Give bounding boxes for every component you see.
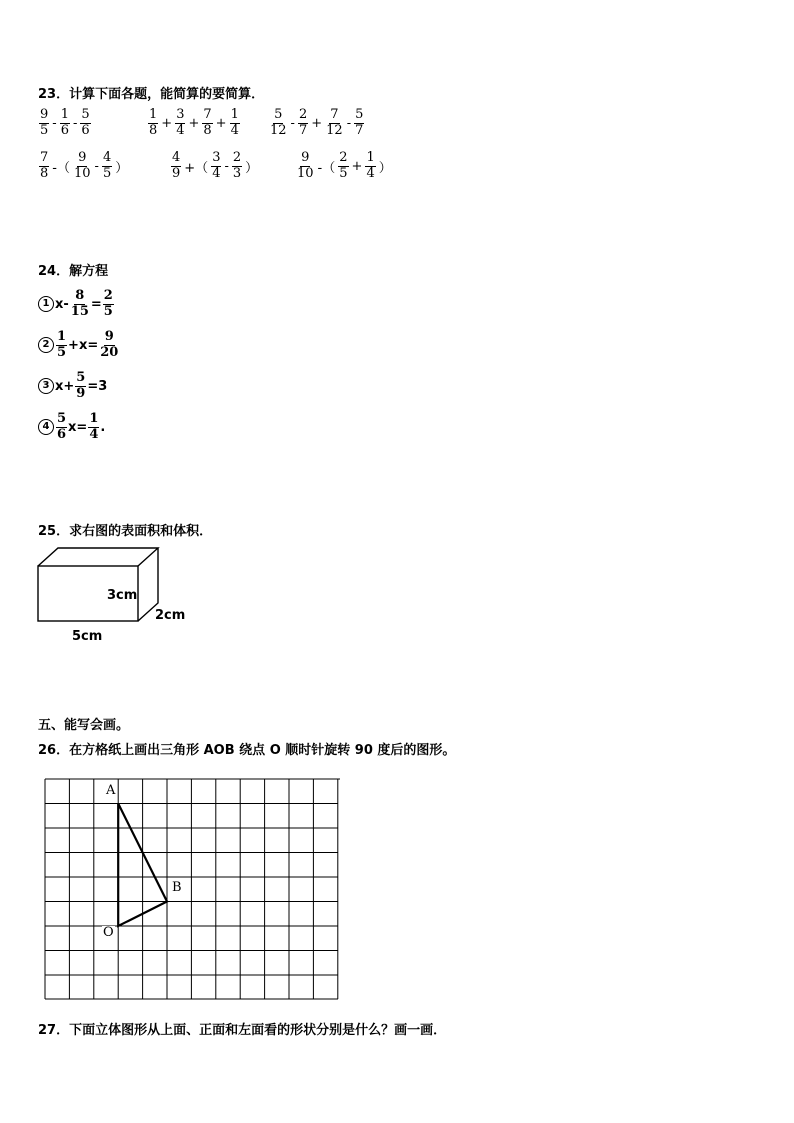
fraction: $\frac{9}{5}$ [40,107,49,138]
vertex-b-label: B [172,880,182,895]
q24-equation-2: 2 $\frac{1}{5}$ +x= $\frac{9}{20}$ [38,330,120,361]
fraction: $\frac{2}{5}$ [339,150,348,181]
q26-title: 26．在方格纸上画出三角形 AOB 绕点 O 顺时针旋转 90 度后的图形。 [38,743,456,758]
length-label: 5cm [72,629,103,644]
fraction: $\frac{1}{4}$ [89,411,99,442]
vertex-o-label: O [103,925,114,940]
fraction: $\frac{9}{20}$ [100,329,119,360]
fraction: $\frac{2}{5}$ [103,288,113,319]
fraction: $\frac{9}{10}$ [297,150,314,181]
fraction: $\frac{1}{4}$ [230,107,239,138]
fraction: $\frac{7}{8}$ [40,150,49,181]
q24-equation-3: 3 x+ $\frac{5}{9}$ =3 [38,371,107,402]
fraction: $\frac{1}{6}$ [60,107,69,138]
fraction: $\frac{4}{5}$ [102,150,112,181]
q24-equation-4: 4 $\frac{5}{6}$ x= $\frac{1}{4}$ . [38,412,105,443]
fraction: $\frac{2}{7}$ [298,107,308,138]
fraction: $\frac{5}{9}$ [76,370,86,401]
q23-expr-1: $\frac{9}{5}$ - $\frac{1}{6}$ - $\frac{5}{6}$ [40,107,90,138]
q23-expr-6: $\frac{9}{10}$ -（ $\frac{2}{5}$ + $\frac{1}{4}$ ） [297,150,392,181]
cuboid-top-face [38,548,158,566]
fraction: $\frac{5}{6}$ [81,107,90,138]
q27-title: 27．下面立体图形从上面、正面和左面看的形状分别是什么？画一画． [38,1023,447,1038]
fraction: $\frac{1}{4}$ [366,150,375,181]
fraction: $\frac{3}{4}$ [176,107,185,138]
cuboid-figure [30,540,170,630]
fraction: $\frac{1}{5}$ [57,329,67,360]
q24-equation-1: 1 x- $\frac{8}{15}$ = $\frac{2}{5}$ [38,289,115,320]
fraction: $\frac{2}{3}$ [232,150,242,181]
fraction: $\frac{5}{7}$ [355,107,364,138]
circled-number-1: 1 [38,296,54,312]
q24-title: 24．解方程 [38,264,109,279]
q23-expr-3: $\frac{5}{12}$ - $\frac{2}{7}$ + $\frac{7}{12}$ - $\frac{5}{7}$ [270,107,364,138]
circled-number-2: 2 [38,337,54,353]
circled-number-3: 3 [38,378,54,394]
fraction: $\frac{9}{10}$ [73,150,91,181]
grid-paper [40,775,345,1005]
fraction: $\frac{3}{4}$ [212,150,221,181]
depth-label: 2cm [155,608,186,623]
fraction: $\frac{7}{12}$ [326,107,343,138]
fraction: $\frac{5}{12}$ [270,107,287,138]
height-label: 3cm [107,588,138,603]
fraction: $\frac{4}{9}$ [172,150,181,181]
vertex-a-label: A [106,783,116,798]
q23-expr-2: $\frac{1}{8}$ + $\frac{3}{4}$ + $\frac{7}{8}$ + $\frac{1}{4}$ [149,107,239,138]
fraction: $\frac{8}{15}$ [70,288,89,319]
q23-expr-5: $\frac{4}{9}$ +（ $\frac{3}{4}$ - $\frac{2}{3}$ ） [172,150,259,181]
q25-title: 25．求右图的表面积和体积． [38,524,213,539]
fraction: $\frac{1}{8}$ [149,107,158,138]
fraction: $\frac{7}{8}$ [203,107,212,138]
q23-title: 23．计算下面各题，能简算的要简算． [38,87,265,102]
section-5-title: 五、能写会画。 [38,718,130,733]
circled-number-4: 4 [38,419,54,435]
fraction: $\frac{5}{6}$ [57,411,67,442]
q23-expr-4: $\frac{7}{8}$ -（ $\frac{9}{10}$ - $\frac{4}{5}$ ） [40,150,129,181]
